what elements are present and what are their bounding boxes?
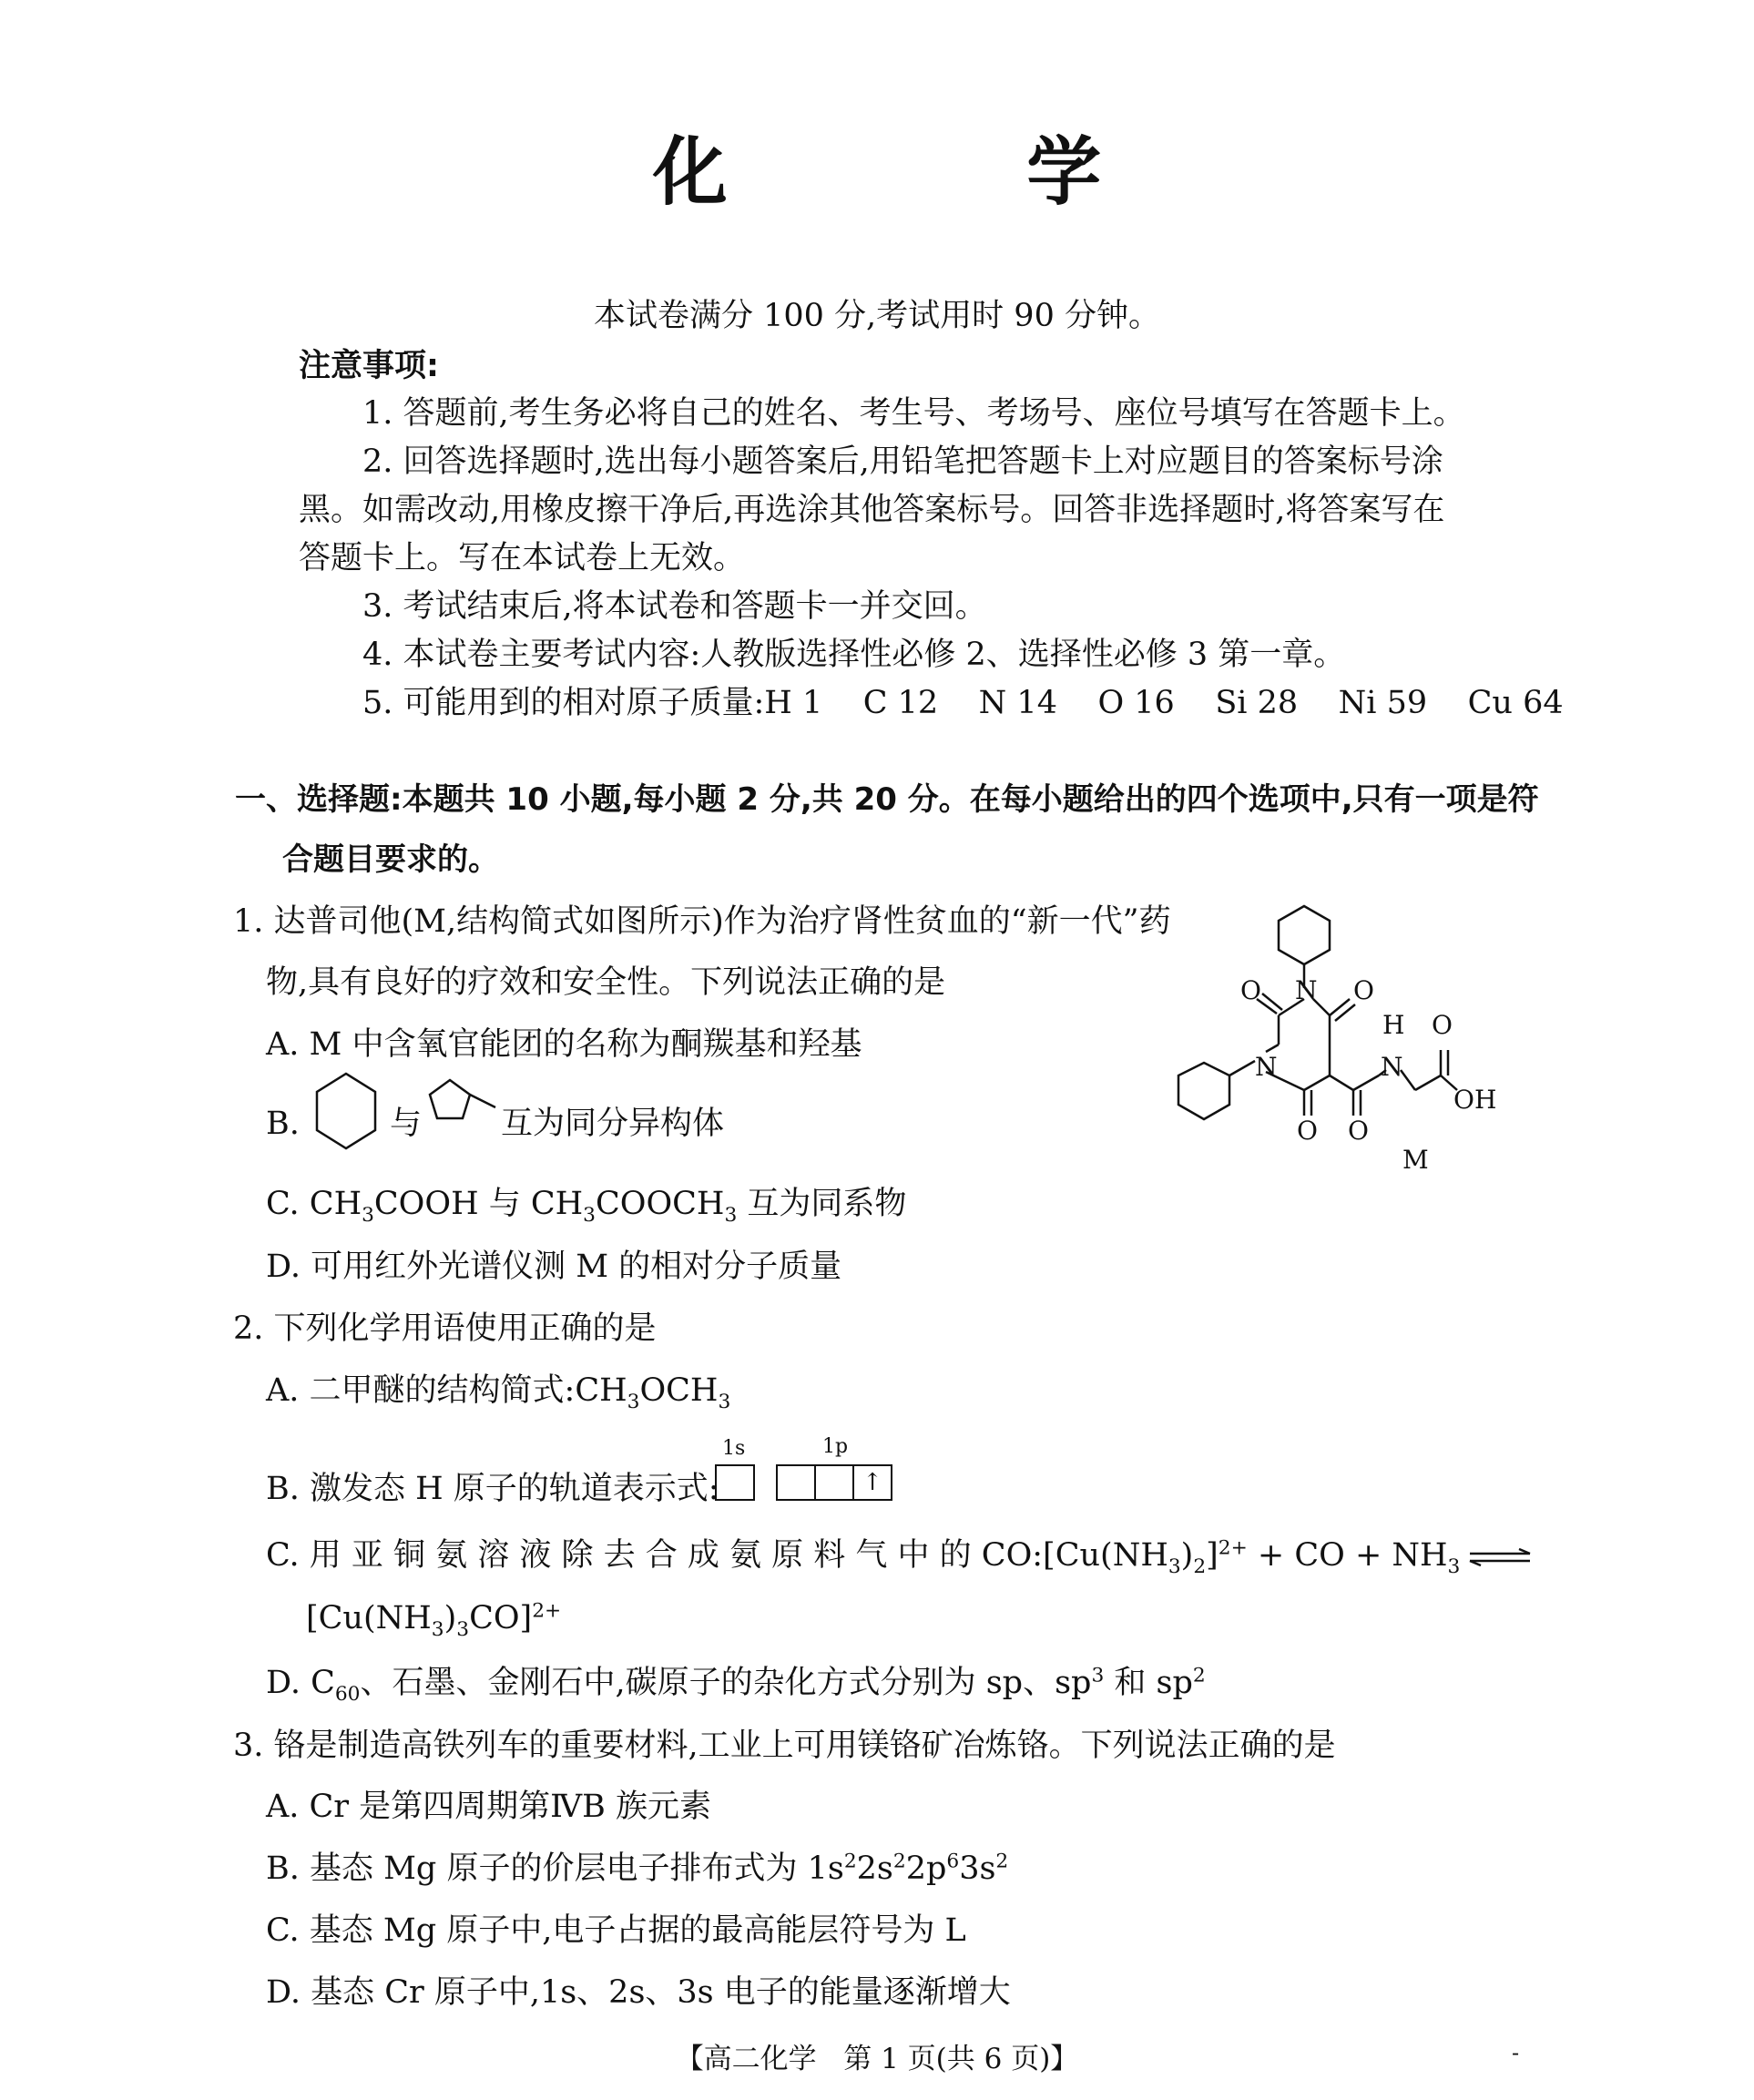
q1-option-c: C. $CH_3COOH$ 与 $CH_3COOCH_3$ 互为同系物	[266, 1186, 907, 1227]
atom-n: N	[1255, 1052, 1278, 1082]
orbital-box-1p-3: ↑	[852, 1464, 892, 1501]
notice-item-2-end: 答题卡上。写在本试卷上无效。	[299, 540, 746, 576]
notice-heading: 注意事项:	[299, 348, 439, 384]
notice-item-4: 4. 本试卷主要考试内容:人教版选择性必修 2、选择性必修 3 第一章。	[362, 637, 1346, 673]
page-title: 化 学	[652, 129, 1239, 216]
q2-option-a: A. 二甲醚的结构简式$:CH_3OCH_3$	[266, 1372, 731, 1413]
q2-option-b: B. 激发态 H 原子的轨道表示式:	[266, 1471, 719, 1507]
notice-item-3: 3. 考试结束后,将本试卷和答题卡一并交回。	[362, 588, 987, 625]
q2-option-c: C. 用 亚 铜 氨 溶 液 除 去 合 成 氨 原 料 气 中 的 $CO:[Cu(NH_3)_2]^{2+}$ + CO + $NH_3$	[266, 1536, 1461, 1578]
section-heading: 一、选择题:本题共 10 小题,每小题 2 分,共 20 分。在每小题给出的四个选项中,只有一项是符	[235, 781, 1539, 818]
atom-o: O	[1240, 975, 1261, 1005]
page-footer: 【高二化学 第 1 页(共 6 页)】	[675, 2043, 1079, 2075]
q2-option-d: D. $C_{60}$、石墨、金刚石中,碳原子的杂化方式分别为 sp、$sp^3$ 和 $sp^2$	[266, 1664, 1206, 1706]
atom-n: N	[1295, 975, 1318, 1005]
q2-stem: 2. 下列化学用语使用正确的是	[233, 1310, 657, 1347]
q1-option-b-and: 与	[390, 1106, 423, 1142]
q1-option-b-label: B.	[266, 1106, 300, 1142]
atom-n: N	[1381, 1052, 1403, 1082]
notice-item-2-cont: 黑。如需改动,用橡皮擦干净后,再选涂其他答案标号。回答非选择题时,将答案写在	[299, 492, 1445, 528]
molecule-m-structure	[1175, 897, 1521, 1188]
equilibrium-arrow-icon	[1468, 1548, 1532, 1566]
orbital-box-1p-2	[814, 1464, 854, 1501]
notice-item-2: 2. 回答选择题时,选出每小题答案后,用铅笔把答题卡上对应题目的答案标号涂	[362, 443, 1443, 480]
notice-item-5: 5. 可能用到的相对原子质量:H 1 C 12 N 14 O 16 Si 28 Ni 59 Cu 64	[362, 685, 1564, 721]
q3-stem: 3. 铬是制造高铁列车的重要材料,工业上可用镁铬矿冶炼铬。下列说法正确的是	[233, 1728, 1336, 1764]
methylcyclopentane-icon	[426, 1075, 499, 1138]
atom-o: O	[1353, 975, 1374, 1005]
orbital-label-1p: 1p	[822, 1435, 849, 1458]
atom-o: O	[1297, 1116, 1318, 1146]
orbital-box-1s	[715, 1464, 755, 1501]
q3-option-d: D. 基态 Cr 原子中,1s、2s、3s 电子的能量逐渐增大	[266, 1974, 1011, 2011]
orbital-label-1s: 1s	[722, 1437, 746, 1460]
q2-option-c-cont: $[Cu(NH_3)_3CO]^{2+}$	[306, 1599, 562, 1641]
atom-o: O	[1348, 1116, 1369, 1146]
molecule-label: M	[1402, 1145, 1429, 1175]
atom-h: H	[1382, 1010, 1405, 1040]
orbital-box-1p-1	[776, 1464, 816, 1501]
q3-option-b: B. 基态 Mg 原子的价层电子排布式为 $1s^22s^22p^63s^2$	[266, 1850, 1009, 1887]
atom-o: O	[1432, 1010, 1453, 1040]
corner-mark: -	[1512, 2040, 1520, 2065]
q3-option-c: C. 基态 Mg 原子中,电子占据的最高能层符号为 L	[266, 1912, 966, 1949]
notice-item-1: 1. 答题前,考生务必将自己的姓名、考生号、考场号、座位号填写在答题卡上。	[362, 395, 1465, 432]
q1-option-a: A. M 中含氧官能团的名称为酮羰基和羟基	[266, 1026, 862, 1063]
q1-stem: 1. 达普司他(M,结构简式如图所示)作为治疗肾性贫血的“新一代”药	[233, 903, 1171, 940]
q1-stem-cont: 物,具有良好的疗效和安全性。下列说法正确的是	[266, 964, 946, 1001]
atom-oh: OH	[1453, 1085, 1497, 1115]
q3-option-a: A. Cr 是第四周期第ⅣB 族元素	[266, 1789, 711, 1825]
exam-info: 本试卷满分 100 分,考试用时 90 分钟。	[594, 298, 1160, 334]
q1-option-d: D. 可用红外光谱仪测 M 的相对分子质量	[266, 1249, 842, 1285]
q1-option-b-text: 互为同分异构体	[501, 1106, 725, 1142]
section-heading-cont: 合题目要求的。	[282, 841, 499, 878]
cyclohexane-icon	[313, 1070, 379, 1154]
